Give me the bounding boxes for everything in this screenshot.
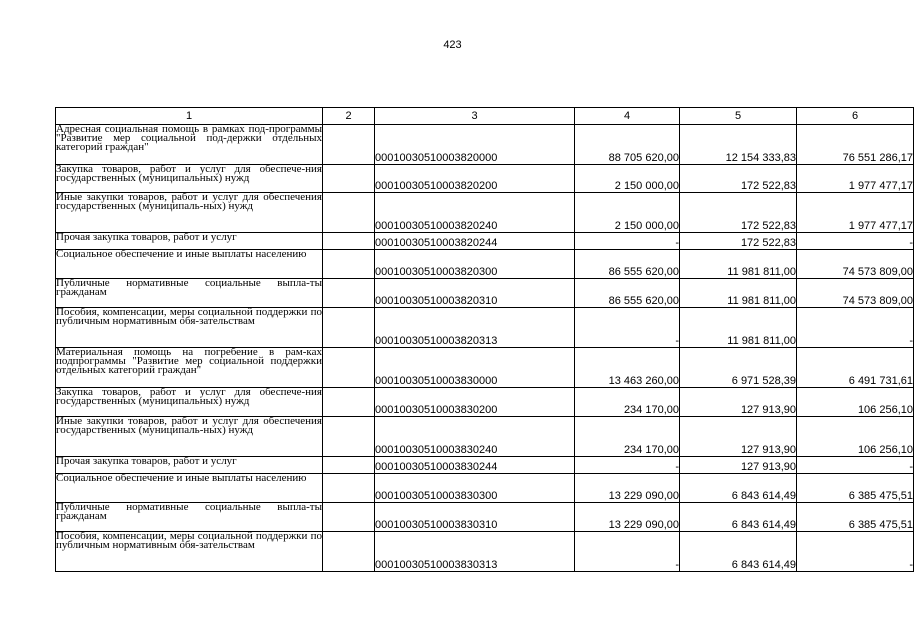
row-value-6-cell: 1 977 477,17 bbox=[797, 193, 914, 233]
row-value-6-cell: 6 385 475,51 bbox=[797, 474, 914, 503]
column-header-2: 2 bbox=[323, 108, 375, 125]
row-value-4-cell: 13 229 090,00 bbox=[575, 474, 680, 503]
column-header-4: 4 bbox=[575, 108, 680, 125]
row-value-5-cell: 6 843 614,49 bbox=[680, 474, 797, 503]
row-code-cell: 00010030510003820313 bbox=[375, 308, 575, 348]
row-name-cell: Публичные нормативные социальные выпла-ты гражданам bbox=[56, 503, 323, 532]
column-header-6: 6 bbox=[797, 108, 914, 125]
row-name-cell: Прочая закупка товаров, работ и услуг bbox=[56, 457, 323, 474]
row-name-cell: Социальное обеспечение и иные выплаты населению bbox=[56, 474, 323, 503]
row-value-5-cell: 11 981 811,00 bbox=[680, 308, 797, 348]
row-value-5-cell: 127 913,90 bbox=[680, 457, 797, 474]
row-col2-cell bbox=[323, 308, 375, 348]
row-value-6-cell: - bbox=[797, 532, 914, 572]
row-value-4-cell: - bbox=[575, 532, 680, 572]
row-name-cell: Закупка товаров, работ и услуг для обеспече-ния государственных (муниципальных) нужд bbox=[56, 388, 323, 417]
row-col2-cell bbox=[323, 193, 375, 233]
column-header-3: 3 bbox=[375, 108, 575, 125]
row-value-4-cell: 13 463 260,00 bbox=[575, 348, 680, 388]
row-value-5-cell: 127 913,90 bbox=[680, 388, 797, 417]
row-name-cell: Материальная помощь на погребение в рам-ках подпрограммы "Развитие мер социальной поддержки отдельных категорий граждан" bbox=[56, 348, 323, 388]
row-code-cell: 00010030510003830244 bbox=[375, 457, 575, 474]
row-name-cell: Прочая закупка товаров, работ и услуг bbox=[56, 233, 323, 250]
row-value-5-cell: 172 522,83 bbox=[680, 233, 797, 250]
table-row bbox=[56, 308, 914, 348]
row-name-cell: Закупка товаров, работ и услуг для обеспече-ния государственных (муниципальных) нужд bbox=[56, 165, 323, 193]
row-col2-cell bbox=[323, 279, 375, 308]
row-col2-cell bbox=[323, 474, 375, 503]
row-value-5-cell: 172 522,83 bbox=[680, 165, 797, 193]
row-value-5-cell: 6 843 614,49 bbox=[680, 532, 797, 572]
row-value-6-cell: 1 977 477,17 bbox=[797, 165, 914, 193]
row-name-cell: Иные закупки товаров, работ и услуг для обеспечения государственных (муниципаль-ных) нужд bbox=[56, 417, 323, 457]
column-header-5: 5 bbox=[680, 108, 797, 125]
row-value-5-cell: 12 154 333,83 bbox=[680, 125, 797, 165]
row-value-6-cell: - bbox=[797, 457, 914, 474]
table-body bbox=[56, 125, 914, 572]
row-value-4-cell: - bbox=[575, 457, 680, 474]
table-row bbox=[56, 233, 914, 250]
row-value-4-cell: - bbox=[575, 233, 680, 250]
header-row bbox=[56, 108, 914, 125]
table-row bbox=[56, 474, 914, 503]
row-col2-cell bbox=[323, 417, 375, 457]
row-code-cell: 00010030510003830300 bbox=[375, 474, 575, 503]
row-name-cell: Адресная социальная помощь в рамках под-программы "Развитие мер социальной под-держки отдельных категорий граждан" bbox=[56, 125, 323, 165]
table-row bbox=[56, 165, 914, 193]
row-value-4-cell: 2 150 000,00 bbox=[575, 165, 680, 193]
row-col2-cell bbox=[323, 165, 375, 193]
row-code-cell: 00010030510003820000 bbox=[375, 125, 575, 165]
row-code-cell: 00010030510003830000 bbox=[375, 348, 575, 388]
row-value-4-cell: 86 555 620,00 bbox=[575, 279, 680, 308]
table-row bbox=[56, 193, 914, 233]
row-value-5-cell: 127 913,90 bbox=[680, 417, 797, 457]
table-row bbox=[56, 279, 914, 308]
row-code-cell: 00010030510003830240 bbox=[375, 417, 575, 457]
row-value-5-cell: 11 981 811,00 bbox=[680, 279, 797, 308]
page-number: 423 bbox=[443, 39, 462, 51]
row-col2-cell bbox=[323, 348, 375, 388]
row-name-cell: Иные закупки товаров, работ и услуг для обеспечения государственных (муниципаль-ных) нужд bbox=[56, 193, 323, 233]
row-name-cell: Пособия, компенсации, меры социальной поддержки по публичным нормативным обя-зательствам bbox=[56, 532, 323, 572]
row-value-4-cell: 13 229 090,00 bbox=[575, 503, 680, 532]
row-value-6-cell: 106 256,10 bbox=[797, 417, 914, 457]
row-code-cell: 00010030510003830200 bbox=[375, 388, 575, 417]
table-row bbox=[56, 388, 914, 417]
row-name-cell: Социальное обеспечение и иные выплаты населению bbox=[56, 250, 323, 279]
row-col2-cell bbox=[323, 125, 375, 165]
row-col2-cell bbox=[323, 503, 375, 532]
row-code-cell: 00010030510003820244 bbox=[375, 233, 575, 250]
table-header bbox=[56, 108, 914, 125]
row-value-4-cell: 234 170,00 bbox=[575, 417, 680, 457]
row-value-6-cell: 74 573 809,00 bbox=[797, 250, 914, 279]
row-code-cell: 00010030510003820240 bbox=[375, 193, 575, 233]
row-value-5-cell: 6 843 614,49 bbox=[680, 503, 797, 532]
row-code-cell: 00010030510003820300 bbox=[375, 250, 575, 279]
row-col2-cell bbox=[323, 250, 375, 279]
table-row bbox=[56, 457, 914, 474]
row-col2-cell bbox=[323, 532, 375, 572]
row-value-6-cell: 106 256,10 bbox=[797, 388, 914, 417]
row-code-cell: 00010030510003830313 bbox=[375, 532, 575, 572]
row-name-cell: Пособия, компенсации, меры социальной поддержки по публичным нормативным обя-зательствам bbox=[56, 308, 323, 348]
row-value-4-cell: - bbox=[575, 308, 680, 348]
row-value-4-cell: 234 170,00 bbox=[575, 388, 680, 417]
row-code-cell: 00010030510003830310 bbox=[375, 503, 575, 532]
row-col2-cell bbox=[323, 388, 375, 417]
row-value-4-cell: 88 705 620,00 bbox=[575, 125, 680, 165]
row-value-5-cell: 11 981 811,00 bbox=[680, 250, 797, 279]
row-value-6-cell: - bbox=[797, 308, 914, 348]
row-value-5-cell: 172 522,83 bbox=[680, 193, 797, 233]
row-value-6-cell: 74 573 809,00 bbox=[797, 279, 914, 308]
row-col2-cell bbox=[323, 233, 375, 250]
column-header-1: 1 bbox=[56, 108, 323, 125]
row-value-6-cell: 6 385 475,51 bbox=[797, 503, 914, 532]
table-row bbox=[56, 417, 914, 457]
row-col2-cell bbox=[323, 457, 375, 474]
row-value-4-cell: 2 150 000,00 bbox=[575, 193, 680, 233]
row-value-5-cell: 6 971 528,39 bbox=[680, 348, 797, 388]
table-row bbox=[56, 348, 914, 388]
row-value-4-cell: 86 555 620,00 bbox=[575, 250, 680, 279]
table-row bbox=[56, 250, 914, 279]
row-code-cell: 00010030510003820310 bbox=[375, 279, 575, 308]
row-value-6-cell: 76 551 286,17 bbox=[797, 125, 914, 165]
table-row bbox=[56, 125, 914, 165]
row-value-6-cell: 6 491 731,61 bbox=[797, 348, 914, 388]
budget-table bbox=[55, 107, 914, 572]
table-row bbox=[56, 532, 914, 572]
table-row bbox=[56, 503, 914, 532]
row-value-6-cell: - bbox=[797, 233, 914, 250]
row-code-cell: 00010030510003820200 bbox=[375, 165, 575, 193]
row-name-cell: Публичные нормативные социальные выпла-ты гражданам bbox=[56, 279, 323, 308]
